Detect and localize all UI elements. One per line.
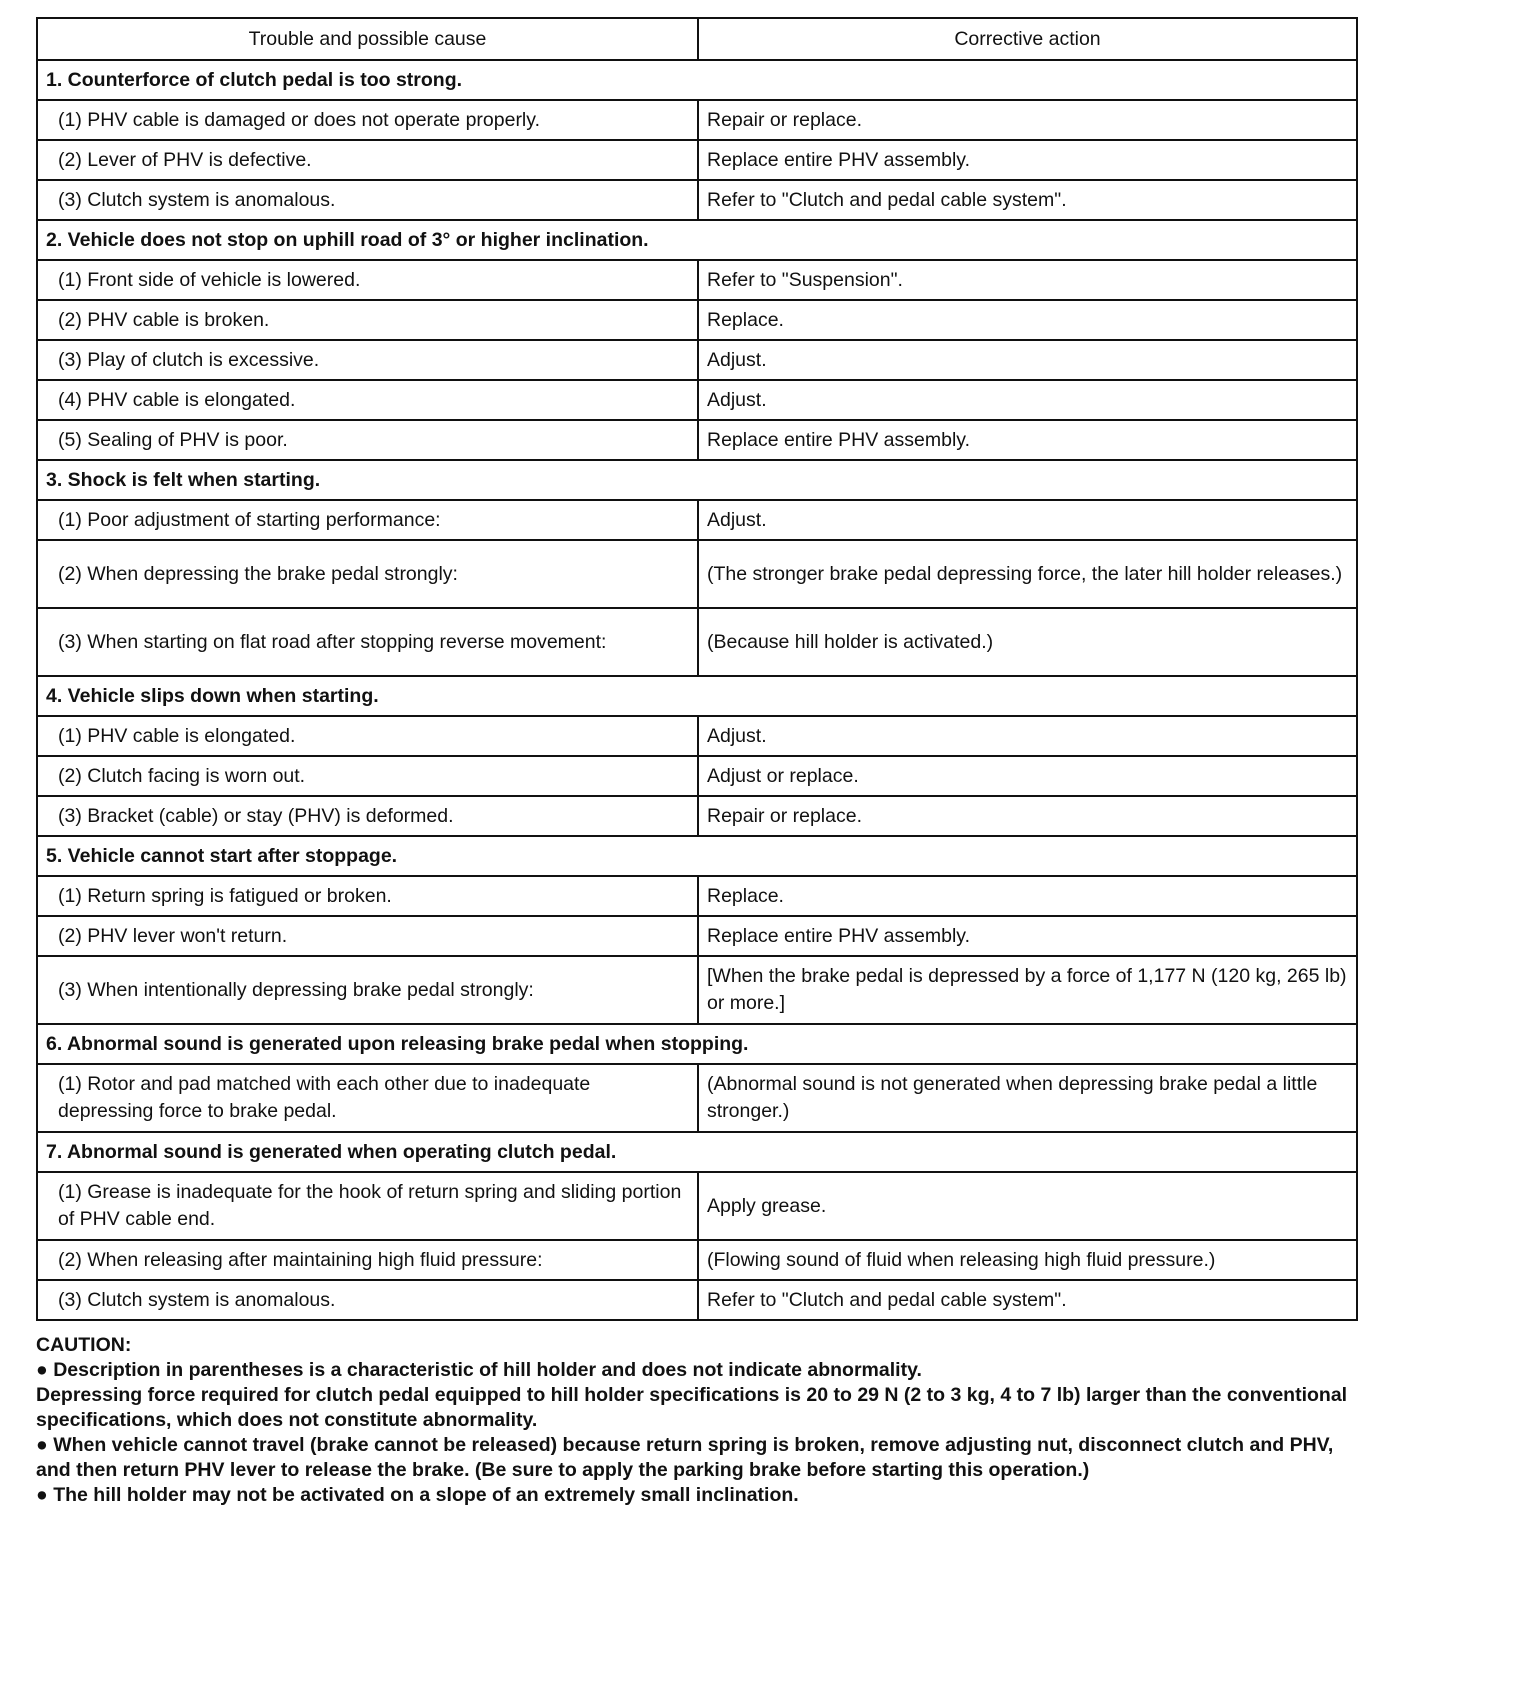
cause-cell: (1) PHV cable is elongated.	[37, 716, 698, 756]
section-row	[37, 1024, 1357, 1064]
cause-cell: (1) PHV cable is damaged or does not operate properly.	[37, 100, 698, 140]
action-cell: Repair or replace.	[698, 796, 1357, 836]
cause-cell: (1) Return spring is fatigued or broken.	[37, 876, 698, 916]
action-cell: Refer to "Suspension".	[698, 260, 1357, 300]
table-row	[37, 1240, 1357, 1280]
section-title: 1. Counterforce of clutch pedal is too strong.	[37, 60, 1357, 100]
section-title: 3. Shock is felt when starting.	[37, 460, 1357, 500]
caution-line: ● The hill holder may not be activated on a slope of an extremely small inclination.	[36, 1484, 799, 1506]
action-cell: (Abnormal sound is not generated when depressing brake pedal a little stronger.)	[698, 1064, 1357, 1132]
table-row	[37, 260, 1357, 300]
action-cell: (Flowing sound of fluid when releasing high fluid pressure.)	[698, 1240, 1357, 1280]
section-row	[37, 60, 1357, 100]
troubleshooting-table	[36, 17, 1358, 1321]
table-row	[37, 500, 1357, 540]
caution-notes	[36, 1333, 1366, 1508]
table-row	[37, 540, 1357, 608]
table-row	[37, 716, 1357, 756]
cause-cell: (1) Rotor and pad matched with each other due to inadequate depressing force to brake pedal.	[37, 1064, 698, 1132]
action-cell: Replace entire PHV assembly.	[698, 916, 1357, 956]
action-cell: Apply grease.	[698, 1172, 1357, 1240]
cause-cell: (2) Clutch facing is worn out.	[37, 756, 698, 796]
action-cell: Adjust.	[698, 500, 1357, 540]
table-row	[37, 1280, 1357, 1320]
action-cell: Adjust.	[698, 716, 1357, 756]
section-row	[37, 220, 1357, 260]
section-title: 5. Vehicle cannot start after stoppage.	[37, 836, 1357, 876]
cause-cell: (1) Grease is inadequate for the hook of return spring and sliding portion of PHV cable end.	[37, 1172, 698, 1240]
cause-cell: (2) Lever of PHV is defective.	[37, 140, 698, 180]
cause-cell: (4) PHV cable is elongated.	[37, 380, 698, 420]
action-cell: Replace entire PHV assembly.	[698, 420, 1357, 460]
cause-cell: (2) When depressing the brake pedal strongly:	[37, 540, 698, 608]
section-title: 7. Abnormal sound is generated when operating clutch pedal.	[37, 1132, 1357, 1172]
action-cell: [When the brake pedal is depressed by a force of 1,177 N (120 kg, 265 lb) or more.]	[698, 956, 1357, 1024]
action-cell: Replace.	[698, 300, 1357, 340]
table-row	[37, 380, 1357, 420]
section-row	[37, 836, 1357, 876]
caution-title: CAUTION:	[36, 1334, 132, 1356]
cause-cell: (3) Clutch system is anomalous.	[37, 180, 698, 220]
action-cell: Replace entire PHV assembly.	[698, 140, 1357, 180]
cause-cell: (3) Bracket (cable) or stay (PHV) is deformed.	[37, 796, 698, 836]
cause-cell: (3) When intentionally depressing brake pedal strongly:	[37, 956, 698, 1024]
table-row	[37, 876, 1357, 916]
section-row	[37, 676, 1357, 716]
action-cell: Adjust.	[698, 340, 1357, 380]
table-header	[37, 18, 1357, 60]
action-cell: Refer to "Clutch and pedal cable system".	[698, 1280, 1357, 1320]
section-title: 4. Vehicle slips down when starting.	[37, 676, 1357, 716]
table-row	[37, 340, 1357, 380]
cause-cell: (2) When releasing after maintaining high fluid pressure:	[37, 1240, 698, 1280]
section-row	[37, 1132, 1357, 1172]
table-row	[37, 100, 1357, 140]
table-row	[37, 420, 1357, 460]
action-cell: Adjust.	[698, 380, 1357, 420]
caution-line: Depressing force required for clutch pedal equipped to hill holder specifications is 20 to 29 N (2 to 3 kg, 4 to 7 lb) larger than the conventional specifications, which does not constitute abnormality.	[36, 1384, 1348, 1431]
section-row	[37, 460, 1357, 500]
table-row	[37, 1064, 1357, 1132]
table-row	[37, 1172, 1357, 1240]
action-cell: Adjust or replace.	[698, 756, 1357, 796]
section-title: 2. Vehicle does not stop on uphill road of 3° or higher inclination.	[37, 220, 1357, 260]
table-row	[37, 300, 1357, 340]
section-title: 6. Abnormal sound is generated upon releasing brake pedal when stopping.	[37, 1024, 1357, 1064]
cause-cell: (2) PHV cable is broken.	[37, 300, 698, 340]
table-row	[37, 140, 1357, 180]
action-cell: (Because hill holder is activated.)	[698, 608, 1357, 676]
header-action: Corrective action	[698, 18, 1357, 60]
table-row	[37, 180, 1357, 220]
table-row	[37, 956, 1357, 1024]
cause-cell: (3) Clutch system is anomalous.	[37, 1280, 698, 1320]
table-row	[37, 796, 1357, 836]
cause-cell: (3) Play of clutch is excessive.	[37, 340, 698, 380]
cause-cell: (2) PHV lever won't return.	[37, 916, 698, 956]
table-row	[37, 916, 1357, 956]
caution-line: ● Description in parentheses is a characteristic of hill holder and does not indicate abnormality.	[36, 1359, 922, 1381]
cause-cell: (5) Sealing of PHV is poor.	[37, 420, 698, 460]
header-cause: Trouble and possible cause	[37, 18, 698, 60]
table-row	[37, 608, 1357, 676]
cause-cell: (3) When starting on flat road after stopping reverse movement:	[37, 608, 698, 676]
action-cell: (The stronger brake pedal depressing force, the later hill holder releases.)	[698, 540, 1357, 608]
cause-cell: (1) Front side of vehicle is lowered.	[37, 260, 698, 300]
action-cell: Repair or replace.	[698, 100, 1357, 140]
action-cell: Refer to "Clutch and pedal cable system".	[698, 180, 1357, 220]
cause-cell: (1) Poor adjustment of starting performance:	[37, 500, 698, 540]
table-row	[37, 756, 1357, 796]
caution-line: ● When vehicle cannot travel (brake cannot be released) because return spring is broken, remove adjusting nut, disconnect clutch and PHV, and then return PHV lever to release the brake. (Be sure to apply the parking brake before starting this operation.)	[36, 1434, 1334, 1481]
action-cell: Replace.	[698, 876, 1357, 916]
